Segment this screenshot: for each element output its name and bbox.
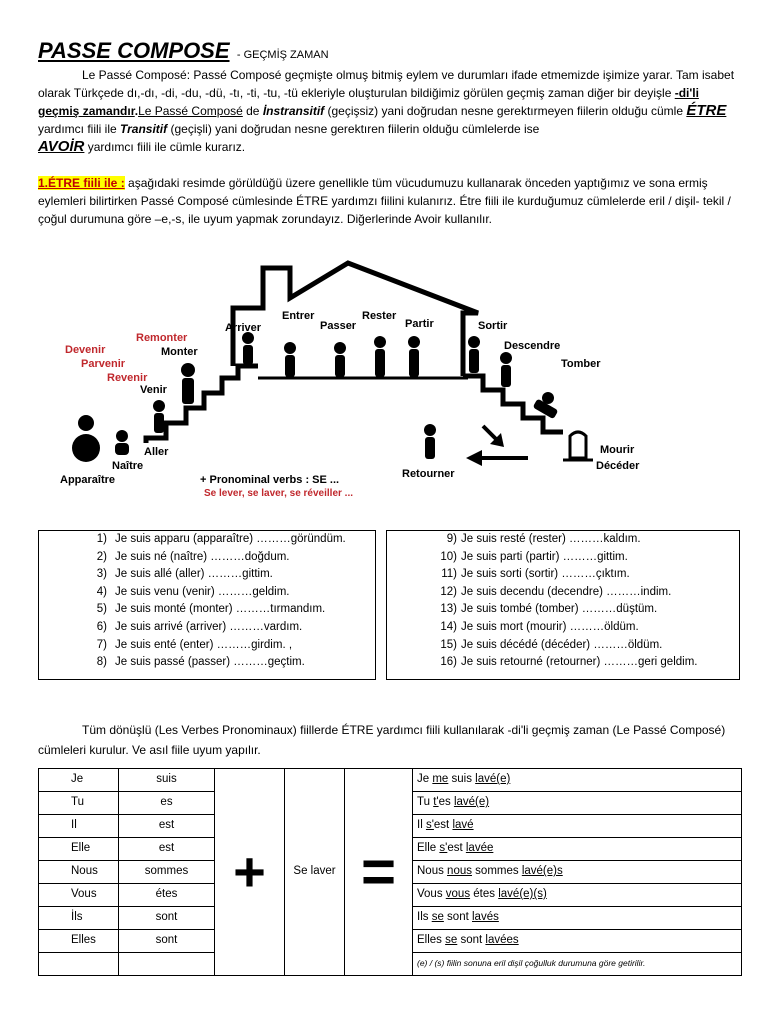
figure-sortir [468,336,480,373]
section1-text: aşağıdaki resimde görüldüğü üzere genellikle tüm vücudumuzu kullanarak önceden yaptığımız ve sona ermiş eylemleri bilirtirken Passé Composé cümlesinde ÉTRE yardımzı fiilini kulanırız. Étre fiili ile kurduğumuz cümlelerde eril / dişil- tekil / çoğul durumuna göre –e,-s, ile uyum yapmak zorundayız. Diğerlerinde Avoir kullanılır. [38,176,731,226]
list-item: 7) Je suis enté (enter) ………girdim. , [96,638,293,651]
list-item: 11) Je suis sorti (sortir) ………çıktım. [441,568,630,581]
list-item: 6) Je suis arrivé (arriver) ………vardım. [96,620,303,633]
figure-descendre [500,352,512,387]
intro-text-2: de [242,104,263,118]
table-row: Il est Il s'est lavé [39,815,742,838]
figure-rester [374,336,386,377]
intro-text-6: yardımcı fiili ile cümle kurarız. [84,140,246,154]
label-entrer: Entrer [282,310,315,322]
intro-transitif: Transitif [120,122,168,136]
page-title: PASSE COMPOSE [38,38,230,63]
label-aller: Aller [144,446,169,458]
plus-sign: + [215,769,285,976]
section1-label: 1.ÉTRE fiili ile : [38,176,125,190]
list-item: 12) Je suis decendu (decendre) ………indim. [440,585,672,598]
intro-text-3: (geçişsiz) yani doğrudan nesne gerektırmeyen fiilerin olduğu cümle [324,104,687,118]
pronominal-heading: + Pronominal verbs : SE ... [200,474,340,486]
figure-passer [334,342,346,377]
intro-underline-2: Le Passé Composé [138,104,243,118]
etre-verbs-list-right [386,530,740,680]
figure-arriver [242,332,254,365]
label-rester: Rester [362,310,397,322]
etre-verbs-list-left [38,530,376,680]
label-deceder: Décéder [596,460,640,472]
agreement-note: (e) / (s) fiilin sonuna eril dişil çoğulluk durumuna göre getirilir. [417,958,646,969]
pronominal-examples: Se lever, se laver, se réveiller ... [204,488,354,499]
house-drawing [58,258,658,508]
label-retourner: Retourner [402,468,455,480]
table-row: İls sont Ils se sont lavés [39,907,742,930]
pronominal-paragraph [38,720,738,760]
figure-monter [181,363,195,404]
figure-naitre [115,430,129,455]
label-mourir: Mourir [600,444,635,456]
label-parvenir: Parvenir [81,358,126,370]
list-item: 13) Je suis tombé (tomber) ………düştüm. [440,603,658,616]
label-sortir: Sortir [478,320,508,332]
table-row: Tu es Tu t'es lavé(e) [39,792,742,815]
label-descendre: Descendre [504,340,561,352]
label-remonter: Remonter [136,332,188,344]
equals-sign: = [345,769,413,976]
label-revenir: Revenir [107,372,148,384]
list-item: 3) Je suis allé (aller) ………gittim. [96,568,273,581]
intro-paragraph [38,66,738,156]
conjugation-table [38,768,742,976]
list-item: 2) Je suis né (naître) ………doğdum. [96,550,290,563]
list-item: 4) Je suis venu (venir) ………geldim. [96,585,290,598]
list-item: 16) Je suis retourné (retourner) ………geri geldim. [440,656,698,669]
figure-retourner [424,424,436,459]
page-subtitle: - GEÇMİŞ ZAMAN [236,49,329,61]
verb-se-laver: Se laver [285,769,345,976]
table-row: Je suis + Se laver = Je me suis lavé(e) [39,769,742,792]
label-passer: Passer [320,320,357,332]
intro-text-1: Le Passé Composé: Passé Composé geçmişte olmuş bitmiş eylem ve durumları ifade etmemizde işimize yarar. Tam isabet olarak Türkçede dı,-dı, -di, -du, -dü, -tı, -ti, -tu, -tü ekleriyle oluşturulan bildiğimiz görülen geçmiş zaman diğer bir deyişle [38,68,735,100]
etre-house-illustration [58,258,658,508]
intro-dot: . [134,104,139,118]
label-devenir: Devenir [65,344,106,356]
intro-underline-1: -di'li geçmiş zamandır [38,86,699,118]
figure-venir [153,400,165,433]
label-monter: Monter [161,346,198,358]
list-item: 15) Je suis décédé (décéder) ………öldüm. [440,638,663,651]
page-header [38,38,329,64]
list-item: 14) Je suis mort (mourir) ………öldüm. [440,620,639,633]
table-row: Elles sont Elles se sont lavées [39,930,742,953]
figure-apparaitre [72,415,100,462]
pronominal-text: Tüm dönüşlü (Les Verbes Pronominaux) fiillerde ÉTRE yardımcı fiili kullanılarak -di'li geçmiş zaman (Le Passé Composé) cümleleri kurulur. Ve asıl fiile uyum yapılır. [38,723,726,757]
figure-tomber [533,392,559,419]
list-item: 5) Je suis monté (monter) ………tırmandım. [96,603,326,616]
label-venir: Venir [140,384,167,396]
list-item: 10) Je suis parti (partir) ………gittim. [440,550,628,563]
label-arriver: Arriver [225,322,262,334]
table-row: Nous sommes Nous nous sommes lavé(e)s [39,861,742,884]
intro-intransitif: İnstransitif [262,104,325,118]
label-apparaitre: Apparaître [60,474,116,486]
intro-text-4: yardımcı fiili ile [38,122,121,136]
list-item: 1) Je suis apparu (apparaître) ………göründüm. [96,533,346,545]
intro-etre: ÉTRE [686,102,727,119]
table-row: Vous étes Vous vous étes lavé(e)(s) [39,884,742,907]
label-tomber: Tomber [561,358,601,370]
figure-entrer [284,342,296,377]
label-partir: Partir [405,318,434,330]
tombstone [563,432,593,460]
table-row: Elle est Elle s'est lavée [39,838,742,861]
intro-text-5: (geçişli) yani doğrudan nesne gerektıren fiilerin olduğu cümlelerde ise [167,122,540,136]
list-item: 8) Je suis passé (passer) ………geçtim. [96,656,305,669]
label-naitre: Naître [112,460,144,472]
list-item: 9) Je suis resté (rester) ………kaldım. [446,533,641,545]
intro-avoir: AVOİR [38,138,85,155]
return-arrow-head [466,450,482,466]
section1-paragraph [38,174,738,228]
figure-partir [408,336,420,377]
